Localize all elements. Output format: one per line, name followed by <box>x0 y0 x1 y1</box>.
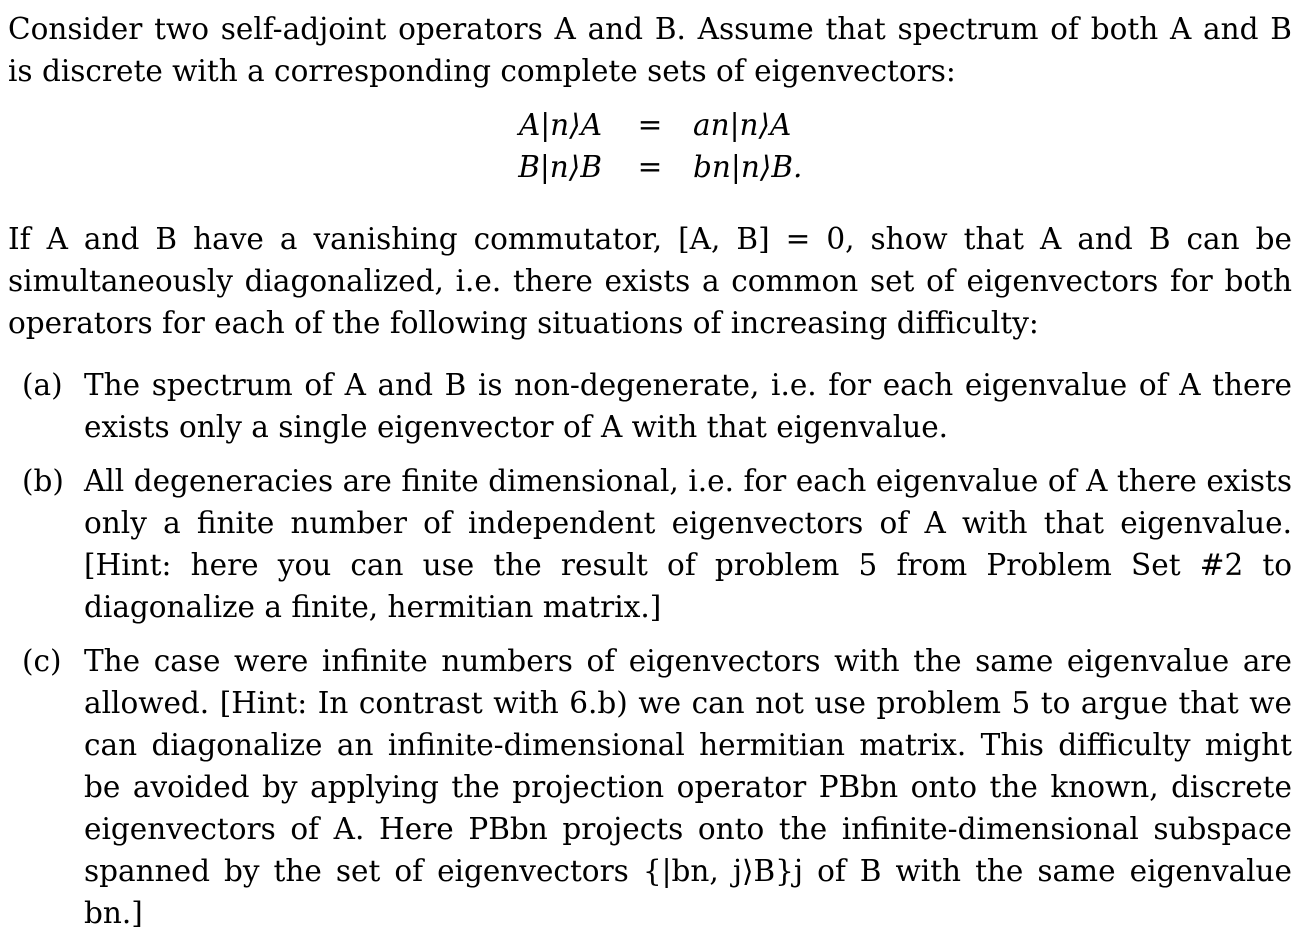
intro-paragraph: Consider two self-adjoint operators A and B. Assume that spectrum of both A and B is discrete with a corresponding complete sets of eigenvectors: <box>8 12 1292 88</box>
eigen-equations <box>8 100 1292 200</box>
equation-lhs: A|n⟩A <box>518 108 602 142</box>
item-text: The case were infinite numbers of eigenvectors with the same eigenvalue are allowed. [Hint: In contrast with 6.b) we can not use problem 5 to argue that we can diagonalize an infinite-dimensional hermitian matrix. This difficulty might be avoided by applying the projection operator PBbn onto the known, discrete eigenvectors of A. Here PBbn projects onto the infinite-dimensional subspace spanned by the set of eigenvectors {|bn, j⟩B}j of B with the same eigenvalue bn.] <box>84 644 1292 930</box>
problem-page <box>8 0 1292 946</box>
equals-sign: = <box>637 108 663 142</box>
list-item <box>8 640 1292 934</box>
sub-problem-list <box>8 364 1292 934</box>
item-text: The spectrum of A and B is non-degenerate, i.e. for each eigenvalue of A there exists only a single eigenvector of A with that eigenvalue. <box>84 368 1292 444</box>
equation-row <box>8 104 1292 146</box>
list-item <box>8 364 1292 448</box>
equation-lhs: B|n⟩B <box>518 150 602 184</box>
equation-rhs: bn|n⟩B. <box>693 150 803 184</box>
item-text: All degeneracies are finite dimensional, i.e. for each eigenvalue of A there exists only a finite number of independent eigenvectors of A with that eigenvalue. [Hint: here you can use the result of problem 5 from Problem Set #2 to diagonalize a finite, hermitian matrix.] <box>84 464 1292 624</box>
item-label: (b) <box>22 464 64 498</box>
equals-sign: = <box>637 150 663 184</box>
item-label: (a) <box>22 368 63 402</box>
list-item <box>8 460 1292 628</box>
item-label: (c) <box>22 644 62 678</box>
condition-paragraph: If A and B have a vanishing commutator, [A, B] = 0, show that A and B can be simultaneously diagonalized, i.e. there exists a common set of eigenvectors for both operators for each of the following situations of increasing difficulty: <box>8 222 1292 340</box>
equation-row <box>8 146 1292 188</box>
equation-rhs: an|n⟩A <box>693 108 792 142</box>
